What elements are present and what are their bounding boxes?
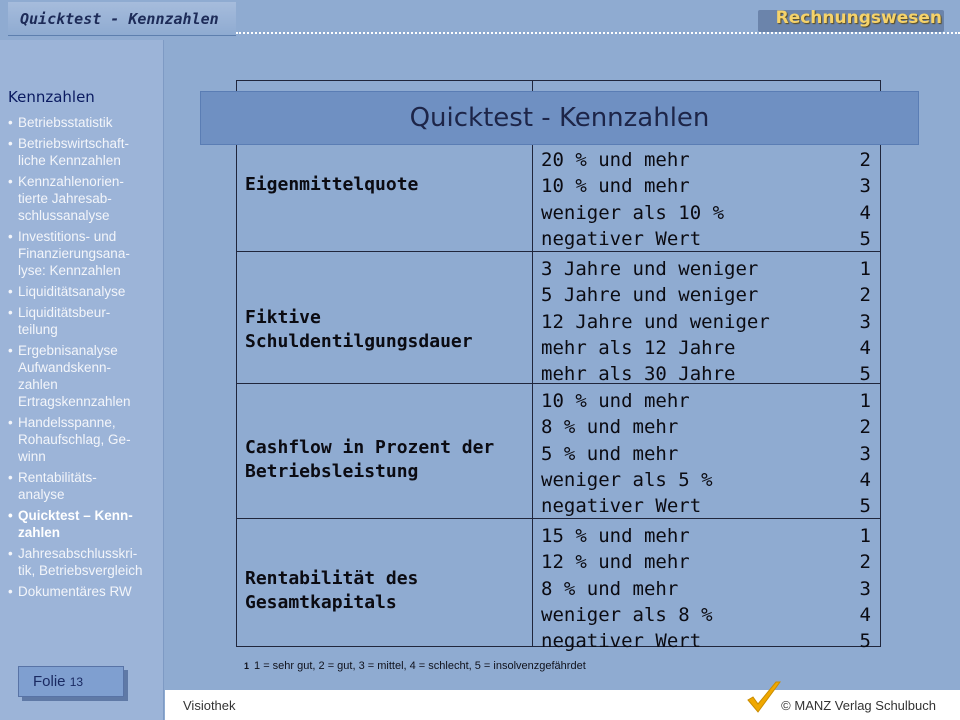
bullet-icon: •: [8, 343, 13, 358]
grade-value: 5: [859, 363, 871, 386]
bullet-icon: •: [8, 174, 13, 189]
sidebar-item-label: Dokumentäres RW: [18, 584, 132, 599]
criterion-text: mehr als 12 Jahre: [541, 336, 736, 359]
table-row: [541, 309, 871, 335]
sidebar-nav: [0, 40, 164, 720]
criteria-list: [541, 388, 871, 519]
table-row: [541, 200, 871, 226]
sidebar-item-label: Rentabilitäts- analyse: [18, 470, 97, 502]
sidebar-item[interactable]: [8, 583, 168, 600]
footnote-text: 1 = sehr gut, 2 = gut, 3 = mittel, 4 = schlecht, 5 = insolvenzgefährdet: [254, 660, 586, 672]
grade-value: 5: [859, 227, 871, 250]
sidebar-item-label: Quicktest – Kenn- zahlen: [18, 508, 133, 540]
grade-value: 3: [859, 577, 871, 600]
criterion-text: 8 % und mehr: [541, 577, 679, 600]
table-section: [237, 252, 880, 384]
top-header: [0, 0, 960, 40]
grade-value: 1: [859, 525, 871, 547]
table-row: [541, 493, 871, 519]
table-row: [541, 388, 871, 414]
bullet-icon: •: [8, 229, 13, 244]
table-row: [541, 549, 871, 575]
table-row: [541, 226, 871, 252]
kennzahlen-table: [236, 80, 881, 653]
criterion-text: 12 Jahre und weniger: [541, 310, 770, 333]
criteria-list: [541, 147, 871, 252]
brand-title: Rechnungswesen: [775, 8, 942, 28]
bullet-icon: •: [8, 115, 13, 130]
table-section: [237, 384, 880, 519]
metric-label: Rentabilität des Gesamtkapitals: [245, 568, 419, 613]
grade-value: 3: [859, 175, 871, 198]
footnote: [244, 660, 586, 672]
bullet-icon: •: [8, 305, 13, 320]
table-row: [541, 602, 871, 628]
sidebar-item-label: Kennzahlenorien- tierte Jahresab- schlussanalyse: [18, 174, 124, 223]
footer-copyright: © MANZ Verlag Schulbuch: [781, 698, 936, 713]
sidebar-item[interactable]: [8, 507, 168, 541]
deck-title: Quicktest - Kennzahlen: [8, 2, 236, 36]
criteria-list: [541, 523, 871, 654]
grade-value: 5: [859, 630, 871, 653]
grade-value: 3: [859, 442, 871, 465]
grade-value: 2: [859, 284, 871, 307]
sidebar-item[interactable]: [8, 228, 168, 279]
grade-value: 1: [859, 258, 871, 280]
sidebar-item-label: Betriebsstatistik: [18, 115, 113, 130]
criterion-text: mehr als 30 Jahre: [541, 363, 736, 386]
bullet-icon: •: [8, 136, 13, 151]
metric-label: Fiktive Schuldentilgungsdauer: [245, 307, 473, 352]
slide-number: 13: [69, 675, 84, 689]
sidebar-item-label: Liquiditätsanalyse: [18, 284, 126, 299]
bullet-icon: •: [8, 546, 13, 561]
sidebar-item[interactable]: [8, 135, 168, 169]
footnote-marker: 1: [244, 661, 250, 671]
grade-value: 2: [859, 416, 871, 439]
criterion-text: 8 % und mehr: [541, 416, 679, 439]
table-row: [541, 335, 871, 361]
criterion-text: 10 % und mehr: [541, 175, 690, 198]
grade-value: 1: [859, 390, 871, 412]
metric-label: Eigenmittelquote: [245, 174, 419, 195]
grade-value: 4: [859, 336, 871, 359]
bullet-icon: •: [8, 415, 13, 430]
footer-bar: [165, 690, 960, 720]
table-row: [541, 282, 871, 308]
grade-value: 2: [859, 551, 871, 574]
criterion-text: negativer Wert: [541, 630, 702, 653]
sidebar-item-label: Investitions- und Finanzierungsana- lyse: Kennzahlen: [18, 229, 130, 278]
grade-value: 2: [859, 149, 871, 171]
criterion-text: 5 Jahre und weniger: [541, 284, 759, 307]
sidebar-list: [8, 114, 168, 604]
table-row: [541, 256, 871, 282]
table-row: [541, 523, 871, 549]
sidebar-item-label: Jahresabschlusskri- tik, Betriebsvergleich: [18, 546, 143, 578]
table-row: [541, 173, 871, 199]
criterion-text: 10 % und mehr: [541, 390, 690, 412]
criterion-text: weniger als 10 %: [541, 201, 725, 224]
table-row: [541, 441, 871, 467]
table-row: [541, 414, 871, 440]
footer-visiothek: Visiothek: [183, 698, 236, 713]
grade-value: 5: [859, 495, 871, 518]
sidebar-heading: Kennzahlen: [8, 88, 95, 106]
sidebar-item[interactable]: [8, 304, 168, 338]
header-dotted-rule: [236, 32, 960, 34]
sidebar-item[interactable]: [8, 469, 168, 503]
criterion-text: 3 Jahre und weniger: [541, 258, 759, 280]
checkmark-icon: [744, 680, 784, 716]
criterion-text: 20 % und mehr: [541, 149, 690, 171]
sidebar-item-label: Handelsspanne, Rohaufschlag, Ge- winn: [18, 415, 131, 464]
bullet-icon: •: [8, 470, 13, 485]
slide-number-button[interactable]: [18, 666, 124, 697]
sidebar-item-label: Betriebswirtschaft- liche Kennzahlen: [18, 136, 130, 168]
slide-title: Quicktest - Kennzahlen: [200, 91, 919, 145]
slide-label: Folie: [33, 673, 66, 690]
sidebar-item-label: Ergebnisanalyse Aufwandskenn- zahlen Ertragskennzahlen: [18, 343, 131, 409]
sidebar-item[interactable]: [8, 283, 168, 300]
grade-value: 4: [859, 468, 871, 491]
sidebar-item[interactable]: [8, 414, 168, 465]
table-section: [237, 519, 880, 653]
sidebar-item[interactable]: [8, 545, 168, 579]
bullet-icon: •: [8, 284, 13, 299]
metric-label: Cashflow in Prozent der Betriebsleistung: [245, 437, 495, 482]
sidebar-item[interactable]: [8, 114, 168, 131]
criterion-text: 12 % und mehr: [541, 551, 690, 574]
grade-value: 4: [859, 201, 871, 224]
bullet-icon: •: [8, 508, 13, 523]
table-row: [541, 467, 871, 493]
sidebar-item[interactable]: [8, 342, 168, 410]
table-row: [541, 147, 871, 173]
sidebar-item[interactable]: [8, 173, 168, 224]
criterion-text: negativer Wert: [541, 495, 702, 518]
sidebar-item-label: Liquiditätsbeur- teilung: [18, 305, 111, 337]
bullet-icon: •: [8, 584, 13, 599]
criteria-list: [541, 256, 871, 387]
table-row: [541, 628, 871, 654]
grade-value: 3: [859, 310, 871, 333]
criterion-text: 15 % und mehr: [541, 525, 690, 547]
criterion-text: weniger als 5 %: [541, 468, 713, 491]
grade-value: 4: [859, 603, 871, 626]
criterion-text: 5 % und mehr: [541, 442, 679, 465]
criterion-text: negativer Wert: [541, 227, 702, 250]
criterion-text: weniger als 8 %: [541, 603, 713, 626]
table-row: [541, 576, 871, 602]
